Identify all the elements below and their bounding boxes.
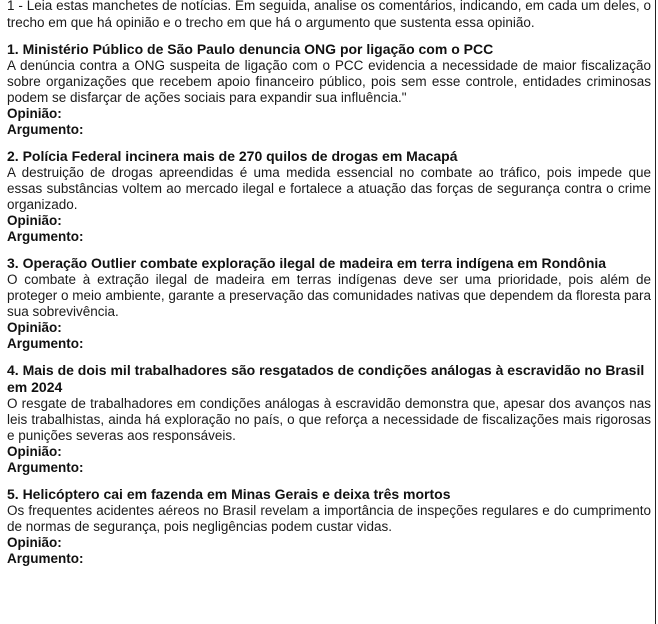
comment: O resgate de trabalhadores em condições análogas à escravidão demonstra que, apesar dos avanços nas leis trabalhistas, ainda há exploração no país, o que reforça a necessidade de fiscalizações mais rigorosas e punições severas aos responsáveis. [7, 396, 651, 443]
argument-label: Argumento: [7, 551, 84, 566]
headline: 2. Polícia Federal incinera mais de 270 quilos de drogas em Macapá [7, 148, 458, 164]
argument-label: Argumento: [7, 460, 84, 475]
page-edge-line [655, 0, 656, 624]
argument-label: Argumento: [7, 336, 84, 351]
headline: 4. Mais de dois mil trabalhadores são resgatados de condições análogas à escravidão no Brasil em 2024 [7, 362, 645, 395]
comment: Os frequentes acidentes aéreos no Brasil revelam a importância de inspeções regulares e do cumprimento de normas de segurança, pois negligências podem custar vidas. [7, 503, 651, 534]
news-item-2 [7, 148, 651, 245]
argument-label: Argumento: [7, 229, 84, 244]
opinion-label: Opinião: [7, 213, 62, 228]
opinion-label: Opinião: [7, 535, 62, 550]
headline: 3. Operação Outlier combate exploração ilegal de madeira em terra indígena em Rondônia [7, 255, 607, 271]
headline: 5. Helicóptero cai em fazenda em Minas Gerais e deixa três mortos [7, 486, 451, 502]
news-item-4 [7, 362, 651, 476]
news-item-5 [7, 486, 651, 567]
argument-label: Argumento: [7, 122, 84, 137]
document-page [7, 0, 651, 577]
opinion-label: Opinião: [7, 106, 62, 121]
headline: 1. Ministério Público de São Paulo denuncia ONG por ligação com o PCC [7, 41, 494, 57]
intro-text: 1 - Leia estas manchetes de notícias. Em seguida, analise os comentários, indicando, em cada um deles, o trecho em que há opinião e o trecho em que há o argumento que sustenta essa opinião. [7, 0, 651, 30]
comment: A destruição de drogas apreendidas é uma medida essencial no combate ao tráfico, pois impede que essas substâncias voltem ao mercado ilegal e fortalece a atuação das forças de segurança contra o crime organizado. [7, 165, 651, 212]
opinion-label: Opinião: [7, 444, 62, 459]
comment: A denúncia contra a ONG suspeita de ligação com o PCC evidencia a necessidade de maior fiscalização sobre organizações que recebem apoio financeiro público, pois sem esse controle, entidades criminosas podem se disfarçar de ações sociais para expandir sua influência." [7, 58, 651, 105]
opinion-label: Opinião: [7, 320, 62, 335]
news-item-3 [7, 255, 651, 352]
comment: O combate à extração ilegal de madeira em terras indígenas deve ser uma prioridade, pois além de proteger o meio ambiente, garante a preservação das comunidades nativas que dependem da floresta para sua sobrevivência. [7, 272, 651, 319]
news-item-1 [7, 41, 651, 138]
